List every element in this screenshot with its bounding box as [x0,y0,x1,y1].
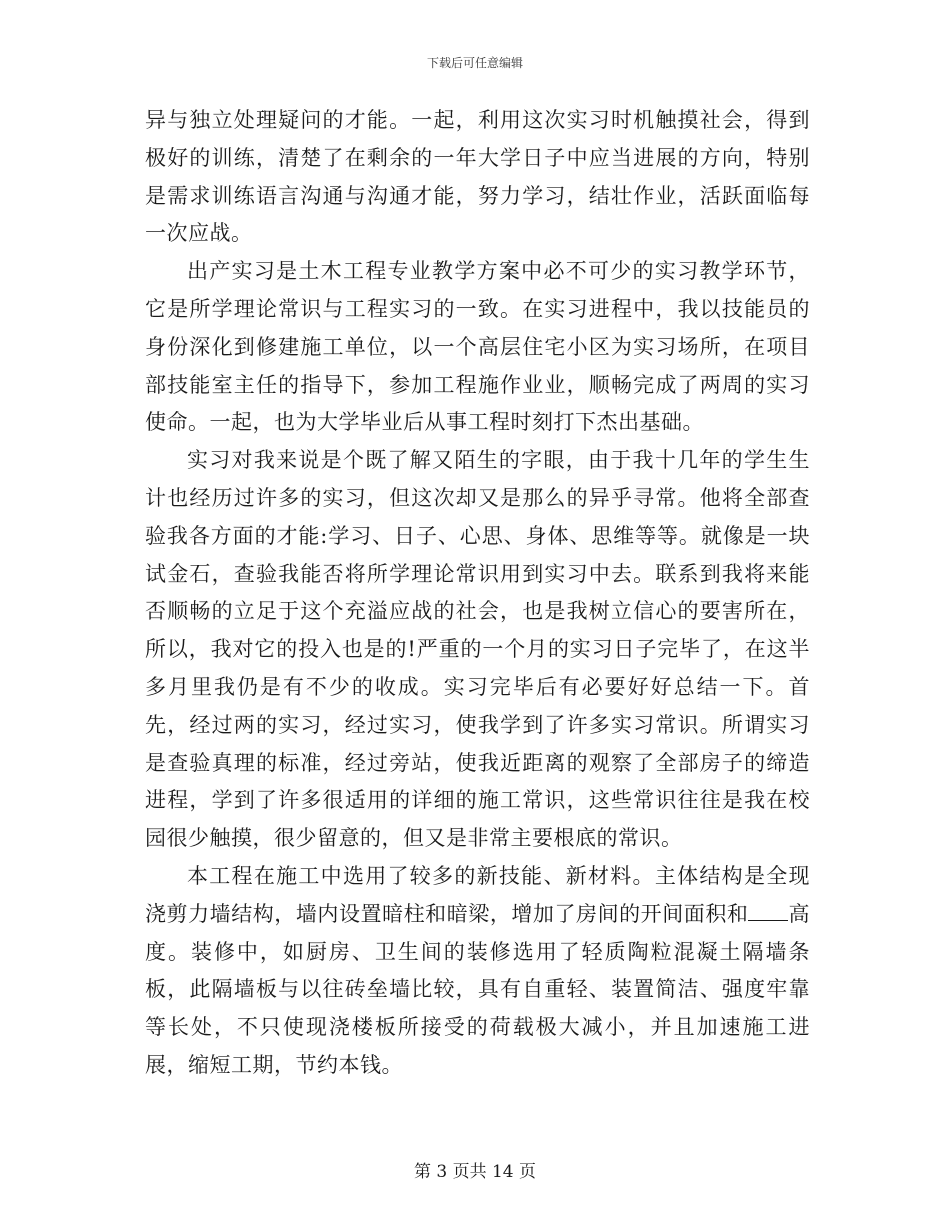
document-body [145,102,810,1085]
paragraph-1: 异与独立处理疑问的才能。一起，利用这次实习时机触摸社会，得到极好的训练，清楚了在剩余的一年大学日子中应当进展的方向，特别是需求训练语言沟通与沟通才能，努力学习，结壮作业，活跃面临每一次应战。 [145,108,810,246]
page-number: 第 3 页共 14 页 [413,1162,537,1182]
paragraph-2: 出产实习是土木工程专业教学方案中必不可少的实习教学环节，它是所学理论常识与工程实习的一致。在实习进程中，我以技能员的身份深化到修建施工单位，以一个高层住宅小区为实习场所，在项目部技能室主任的指导下，参加工程施作业业，顺畅完成了两周的实习使命。一起，也为大学毕业后从事工程时刻打下杰出基础。 [145,259,810,435]
paragraph-3: 实习对我来说是个既了解又陌生的字眼，由于我十几年的学生生计也经历过许多的实习，但这次却又是那么的异乎寻常。他将全部查验我各方面的才能:学习、日子、心思、身体、思维等等。就像是一块试金石，查验我能否将所学理论常识用到实习中去。联系到我将来能否顺畅的立足于这个充溢应战的社会，也是我树立信心的要害所在，所以，我对它的投入也是的!严重的一个月的实习日子完毕了，在这半多月里我仍是有不少的收成。实习完毕后有必要好好总结一下。首先，经过两的实习，经过实习，使我学到了许多实习常识。所谓实习是查验真理的标准，经过旁站，使我近距离的观察了全部房子的缔造进程，学到了许多很适用的详细的施工常识，这些常识往往是我在校园很少触摸，很少留意的，但又是非常主要根底的常识。 [145,448,810,851]
fill-in-blank [748,900,788,921]
page-header: 下载后可任意编辑 [426,56,523,70]
paragraph-4-text-before-blank: 本工程在施工中选用了较多的新技能、新材料。主体结构是全现浇剪力墙结构，墙内设置暗柱和暗梁，增加了房间的开间面积和 [145,863,810,926]
paragraph-4 [145,858,810,1085]
paragraph-4-text-after-blank: 高度。装修中，如厨房、卫生间的装修选用了轻质陶粒混凝土隔墙条板，此隔墙板与以往砖垒墙比较，具有自重轻、装置简洁、强度牢靠等长处，不只使现浇楼板所接受的荷载极大减小，并且加速施工进展，缩短工期，节约本钱。 [145,901,811,1077]
